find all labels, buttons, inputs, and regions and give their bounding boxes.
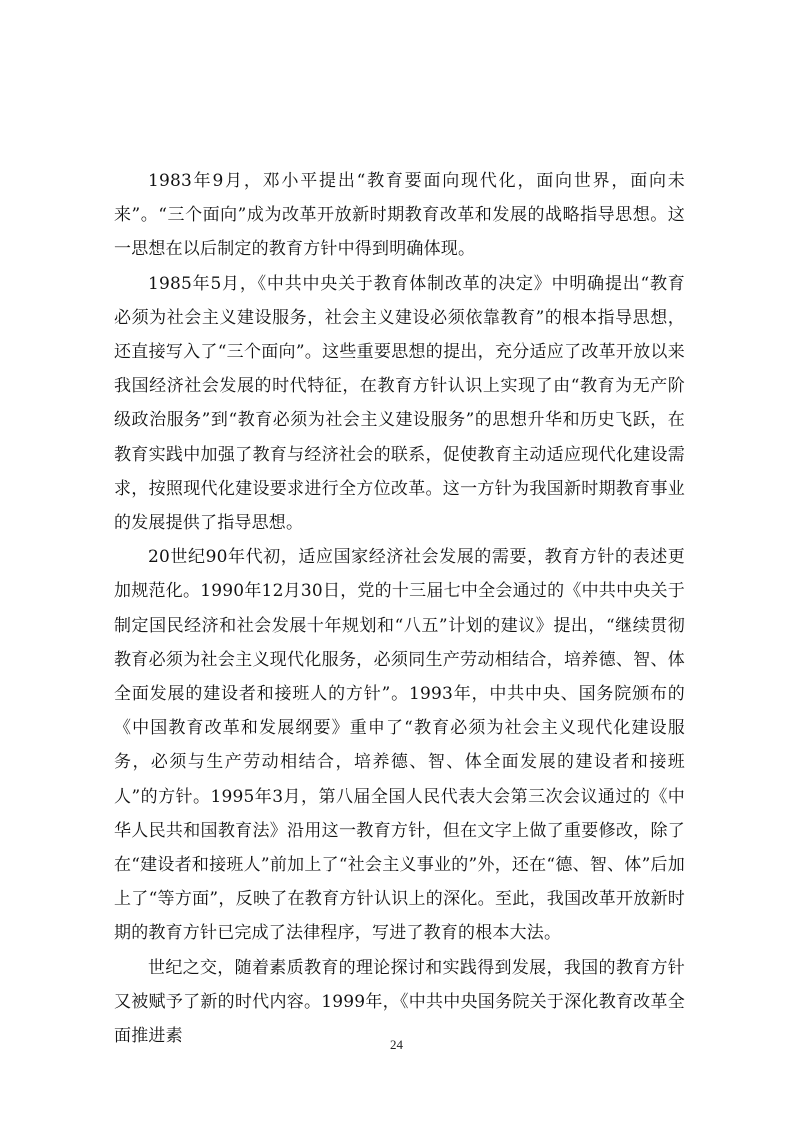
- paragraph-turn-of-century: 世纪之交，随着素质教育的理论探讨和实践得到发展，我国的教育方针又被赋予了新的时代内容。1999年，《中共中央国务院关于深化教育改革全面推进素: [114, 957, 685, 1047]
- paragraph-1985: 1985年5月，《中共中央关于教育体制改革的决定》中明确提出“教育必须为社会主义建设服务，社会主义建设必须依靠教育”的根本指导思想，还直接写入了“三个面向”。这些重要思想的提出，充分适应了改革开放以来我国经济社会发展的时代特征，在教育方针认识上实现了由“教育为无产阶级政治服务”到“教育必须为社会主义建设服务”的思想升华和历史飞跃，在教育实践中加强了教育与经济社会的联系，促使教育主动适应现代化建设需求，按照现代化建设要求进行全方位改革。这一方针为我国新时期教育事业的发展提供了指导思想。: [114, 273, 685, 534]
- paragraph-1983: 1983年9月，邓小平提出“教育要面向现代化，面向世界，面向未来”。“三个面向”成为改革开放新时期教育改革和发展的战略指导思想。这一思想在以后制定的教育方针中得到明确体现。: [114, 171, 685, 260]
- paragraph-1990s: 20世纪90年代初，适应国家经济社会发展的需要，教育方针的表述更加规范化。1990年12月30日，党的十三届七中全会通过的《中共中央关于制定国民经济和社会发展十年规划和“八五”计划的建议》提出，“继续贯彻教育必须为社会主义现代化服务，必须同生产劳动相结合，培养德、智、体全面发展的建设者和接班人的方针”。1993年，中共中央、国务院颁布的《中国教育改革和发展纲要》重申了“教育必须为社会主义现代化建设服务，必须与生产劳动相结合，培养德、智、体全面发展的建设者和接班人”的方针。1995年3月，第八届全国人民代表大会第三次会议通过的《中华人民共和国教育法》沿用这一教育方针，但在文字上做了重要修改，除了在“建设者和接班人”前加上了“社会主义事业的”外，还在“德、智、体”后加上了“等方面”，反映了在教育方针认识上的深化。至此，我国改革开放新时期的教育方针已完成了法律程序，写进了教育的根本大法。: [114, 547, 685, 944]
- page-number: 24: [390, 1037, 403, 1052]
- document-body: [114, 164, 685, 1053]
